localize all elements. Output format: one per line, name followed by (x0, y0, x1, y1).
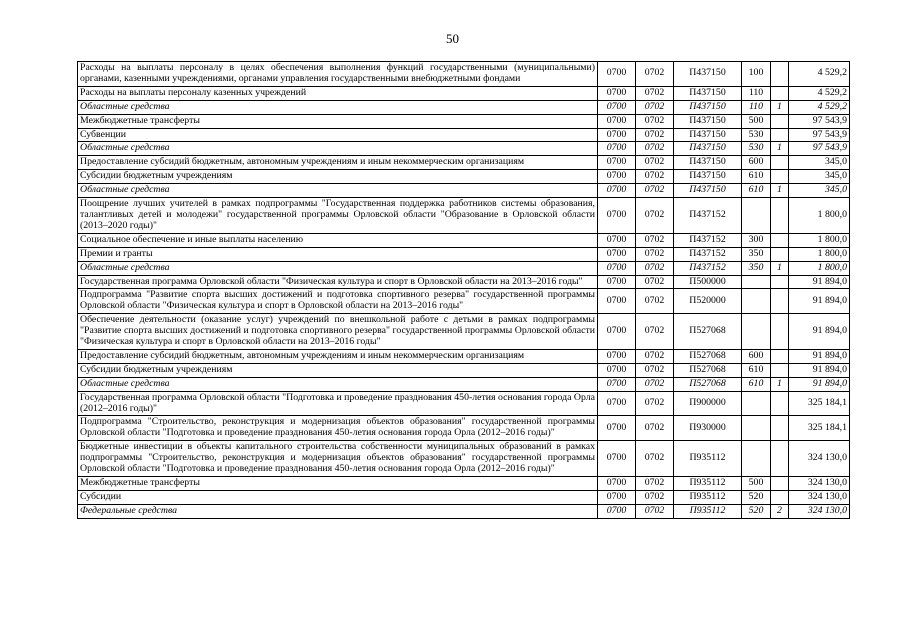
row-amount: 97 543,9 (789, 142, 850, 156)
table-row (78, 233, 850, 247)
row-expense-type-code: 100 (742, 62, 771, 87)
table-row (78, 289, 850, 314)
row-target-item-code: П527068 (674, 349, 742, 363)
row-target-item-code: П520000 (674, 289, 742, 314)
table-row (78, 275, 850, 289)
row-description: Государственная программа Орловской области "Подготовка и проведение празднования 450-летия основания города Орла (2012–2016 годы)" (78, 391, 598, 416)
row-expense-type-code: 500 (742, 114, 771, 128)
row-target-item-code: П437150 (674, 156, 742, 170)
row-description: Предоставление субсидий бюджетным, автономным учреждениям и иным некоммерческим организациям (78, 349, 598, 363)
row-section-code: 0700 (598, 504, 636, 518)
row-expense-type-code: 520 (742, 504, 771, 518)
row-description: Поощрение лучших учителей в рамках подпрограммы "Государственная поддержка работников системы образования, талантливых детей и молодежи" государственной программы Орловской области "Образование в Орловской области (2013–2020 годы)" (78, 198, 598, 234)
row-target-item-code: П527068 (674, 363, 742, 377)
table-row (78, 504, 850, 518)
row-description: Субсидии бюджетным учреждениям (78, 170, 598, 184)
row-amount: 324 130,0 (789, 441, 850, 477)
row-funding-source-code (771, 62, 789, 87)
row-description: Субвенции (78, 128, 598, 142)
row-amount: 324 130,0 (789, 504, 850, 518)
row-amount: 4 529,2 (789, 62, 850, 87)
row-subsection-code: 0702 (636, 100, 674, 114)
row-amount: 4 529,2 (789, 86, 850, 100)
row-subsection-code: 0702 (636, 142, 674, 156)
row-subsection-code: 0702 (636, 441, 674, 477)
row-expense-type-code: 530 (742, 142, 771, 156)
table-row (78, 416, 850, 441)
row-amount: 1 800,0 (789, 198, 850, 234)
row-description: Областные средства (78, 142, 598, 156)
row-target-item-code: П935112 (674, 477, 742, 491)
row-subsection-code: 0702 (636, 156, 674, 170)
row-expense-type-code: 300 (742, 233, 771, 247)
row-subsection-code: 0702 (636, 184, 674, 198)
row-funding-source-code (771, 170, 789, 184)
row-subsection-code: 0702 (636, 62, 674, 87)
table-row (78, 100, 850, 114)
row-funding-source-code (771, 156, 789, 170)
table-row (78, 261, 850, 275)
table-row (78, 391, 850, 416)
row-amount: 91 894,0 (789, 314, 850, 350)
row-funding-source-code (771, 247, 789, 261)
row-amount: 325 184,1 (789, 391, 850, 416)
row-subsection-code: 0702 (636, 477, 674, 491)
row-expense-type-code (742, 314, 771, 350)
row-funding-source-code (771, 198, 789, 234)
table-row (78, 142, 850, 156)
row-section-code: 0700 (598, 349, 636, 363)
row-funding-source-code: 1 (771, 261, 789, 275)
row-funding-source-code (771, 289, 789, 314)
row-section-code: 0700 (598, 391, 636, 416)
row-expense-type-code: 600 (742, 349, 771, 363)
row-description: Областные средства (78, 184, 598, 198)
row-description: Бюджетные инвестиции в объекты капитального строительства собственности муниципальных образований в рамках подпрограммы "Строительство, реконструкция и модернизация объектов образования" государственной программы Орловской области "Подготовка и проведение празднования 450-летия основания города Орла (2012–2016 годы)" (78, 441, 598, 477)
row-expense-type-code: 500 (742, 477, 771, 491)
row-subsection-code: 0702 (636, 490, 674, 504)
row-funding-source-code (771, 349, 789, 363)
row-expense-type-code (742, 441, 771, 477)
row-section-code: 0700 (598, 490, 636, 504)
table-row (78, 363, 850, 377)
row-subsection-code: 0702 (636, 86, 674, 100)
row-funding-source-code: 1 (771, 142, 789, 156)
row-funding-source-code: 2 (771, 504, 789, 518)
row-subsection-code: 0702 (636, 170, 674, 184)
row-section-code: 0700 (598, 114, 636, 128)
row-amount: 91 894,0 (789, 349, 850, 363)
row-target-item-code: П437152 (674, 261, 742, 275)
row-expense-type-code (742, 289, 771, 314)
row-target-item-code: П437152 (674, 198, 742, 234)
row-expense-type-code: 610 (742, 363, 771, 377)
row-target-item-code: П437150 (674, 184, 742, 198)
row-description: Межбюджетные трансферты (78, 114, 598, 128)
row-target-item-code: П935112 (674, 441, 742, 477)
table-row (78, 86, 850, 100)
row-funding-source-code (771, 391, 789, 416)
row-subsection-code: 0702 (636, 233, 674, 247)
row-amount: 345,0 (789, 170, 850, 184)
row-expense-type-code: 520 (742, 490, 771, 504)
table-row (78, 114, 850, 128)
row-description: Областные средства (78, 100, 598, 114)
row-subsection-code: 0702 (636, 275, 674, 289)
row-section-code: 0700 (598, 275, 636, 289)
row-section-code: 0700 (598, 363, 636, 377)
row-target-item-code: П437152 (674, 247, 742, 261)
row-description: Подпрограмма "Развитие спорта высших достижений и подготовка спортивного резерва" государственной программы Орловской области "Физическая культура и спорт в Орловской области на 2013–2016 годы" (78, 289, 598, 314)
row-amount: 91 894,0 (789, 289, 850, 314)
row-amount: 324 130,0 (789, 490, 850, 504)
row-funding-source-code (771, 490, 789, 504)
row-subsection-code: 0702 (636, 247, 674, 261)
row-section-code: 0700 (598, 441, 636, 477)
row-section-code: 0700 (598, 142, 636, 156)
row-target-item-code: П500000 (674, 275, 742, 289)
row-section-code: 0700 (598, 377, 636, 391)
row-funding-source-code (771, 314, 789, 350)
row-funding-source-code (771, 477, 789, 491)
row-section-code: 0700 (598, 314, 636, 350)
row-expense-type-code: 110 (742, 86, 771, 100)
table-row (78, 170, 850, 184)
row-amount: 1 800,0 (789, 247, 850, 261)
row-description: Подпрограмма "Строительство, реконструкция и модернизация объектов образования" государственной программы Орловской области "Подготовка и проведение празднования 450-летия основания города Орла (2012–2016 годы)" (78, 416, 598, 441)
row-subsection-code: 0702 (636, 314, 674, 350)
row-section-code: 0700 (598, 100, 636, 114)
row-subsection-code: 0702 (636, 363, 674, 377)
budget-table-body (78, 62, 850, 519)
row-amount: 1 800,0 (789, 261, 850, 275)
row-description: Областные средства (78, 377, 598, 391)
table-row (78, 314, 850, 350)
row-expense-type-code: 610 (742, 184, 771, 198)
row-description: Предоставление субсидий бюджетным, автономным учреждениям и иным некоммерческим организациям (78, 156, 598, 170)
row-funding-source-code (771, 363, 789, 377)
row-section-code: 0700 (598, 289, 636, 314)
row-section-code: 0700 (598, 156, 636, 170)
row-description: Социальное обеспечение и иные выплаты населению (78, 233, 598, 247)
row-target-item-code: П437150 (674, 62, 742, 87)
row-expense-type-code: 110 (742, 100, 771, 114)
row-subsection-code: 0702 (636, 504, 674, 518)
row-target-item-code: П437150 (674, 128, 742, 142)
row-section-code: 0700 (598, 261, 636, 275)
table-row (78, 198, 850, 234)
page-number: 50 (446, 31, 459, 46)
row-target-item-code: П437150 (674, 142, 742, 156)
row-expense-type-code (742, 198, 771, 234)
row-description: Федеральные средства (78, 504, 598, 518)
row-amount: 4 529,2 (789, 100, 850, 114)
row-target-item-code: П527068 (674, 314, 742, 350)
table-row (78, 184, 850, 198)
row-amount: 325 184,1 (789, 416, 850, 441)
row-target-item-code: П935112 (674, 504, 742, 518)
row-section-code: 0700 (598, 198, 636, 234)
table-row (78, 247, 850, 261)
row-funding-source-code (771, 128, 789, 142)
row-description: Премии и гранты (78, 247, 598, 261)
row-target-item-code: П437150 (674, 170, 742, 184)
row-description: Межбюджетные трансферты (78, 477, 598, 491)
row-amount: 91 894,0 (789, 377, 850, 391)
table-row (78, 441, 850, 477)
row-expense-type-code: 600 (742, 156, 771, 170)
row-funding-source-code: 1 (771, 184, 789, 198)
row-subsection-code: 0702 (636, 128, 674, 142)
table-row (78, 62, 850, 87)
row-description: Обеспечение деятельности (оказание услуг) учреждений по внешкольной работе с детьми в рамках подпрограммы "Развитие спорта высших достижений и подготовка спортивного резерва" государственной программы Орловской области "Физическая культура и спорт в Орловской области на 2013–2016 годы" (78, 314, 598, 350)
row-target-item-code: П935112 (674, 490, 742, 504)
table-row (78, 156, 850, 170)
row-section-code: 0700 (598, 184, 636, 198)
row-amount: 1 800,0 (789, 233, 850, 247)
row-funding-source-code (771, 441, 789, 477)
row-amount: 324 130,0 (789, 477, 850, 491)
row-funding-source-code: 1 (771, 377, 789, 391)
row-funding-source-code (771, 233, 789, 247)
row-description: Государственная программа Орловской области "Физическая культура и спорт в Орловской области на 2013–2016 годы" (78, 275, 598, 289)
row-expense-type-code (742, 416, 771, 441)
table-row (78, 349, 850, 363)
row-description: Субсидии бюджетным учреждениям (78, 363, 598, 377)
row-section-code: 0700 (598, 247, 636, 261)
row-expense-type-code: 530 (742, 128, 771, 142)
row-subsection-code: 0702 (636, 349, 674, 363)
row-subsection-code: 0702 (636, 391, 674, 416)
row-expense-type-code: 610 (742, 170, 771, 184)
row-funding-source-code (771, 416, 789, 441)
row-target-item-code: П437150 (674, 114, 742, 128)
table-row (78, 128, 850, 142)
row-section-code: 0700 (598, 477, 636, 491)
row-subsection-code: 0702 (636, 416, 674, 441)
table-row (78, 490, 850, 504)
row-description: Расходы на выплаты персоналу казенных учреждений (78, 86, 598, 100)
row-subsection-code: 0702 (636, 198, 674, 234)
row-section-code: 0700 (598, 128, 636, 142)
row-funding-source-code (771, 114, 789, 128)
row-section-code: 0700 (598, 233, 636, 247)
row-amount: 97 543,9 (789, 114, 850, 128)
row-section-code: 0700 (598, 416, 636, 441)
row-expense-type-code (742, 391, 771, 416)
row-description: Областные средства (78, 261, 598, 275)
row-target-item-code: П930000 (674, 416, 742, 441)
row-description: Субсидии (78, 490, 598, 504)
row-subsection-code: 0702 (636, 289, 674, 314)
row-subsection-code: 0702 (636, 261, 674, 275)
row-expense-type-code: 350 (742, 247, 771, 261)
row-expense-type-code (742, 275, 771, 289)
row-funding-source-code (771, 86, 789, 100)
row-section-code: 0700 (598, 62, 636, 87)
row-section-code: 0700 (598, 170, 636, 184)
row-funding-source-code: 1 (771, 100, 789, 114)
row-target-item-code: П437150 (674, 100, 742, 114)
row-section-code: 0700 (598, 86, 636, 100)
row-target-item-code: П437152 (674, 233, 742, 247)
row-target-item-code: П900000 (674, 391, 742, 416)
row-target-item-code: П437150 (674, 86, 742, 100)
row-amount: 345,0 (789, 156, 850, 170)
row-description: Расходы на выплаты персоналу в целях обеспечения выполнения функций государственными (муниципальными) органами, казенными учреждениями, органами управления государственными внебюджетными фондами (78, 62, 598, 87)
row-target-item-code: П527068 (674, 377, 742, 391)
row-subsection-code: 0702 (636, 377, 674, 391)
row-amount: 91 894,0 (789, 363, 850, 377)
row-amount: 97 543,9 (789, 128, 850, 142)
row-expense-type-code: 610 (742, 377, 771, 391)
row-amount: 345,0 (789, 184, 850, 198)
table-row (78, 377, 850, 391)
budget-table (77, 61, 850, 519)
table-row (78, 477, 850, 491)
row-funding-source-code (771, 275, 789, 289)
row-subsection-code: 0702 (636, 114, 674, 128)
row-expense-type-code: 350 (742, 261, 771, 275)
row-amount: 91 894,0 (789, 275, 850, 289)
